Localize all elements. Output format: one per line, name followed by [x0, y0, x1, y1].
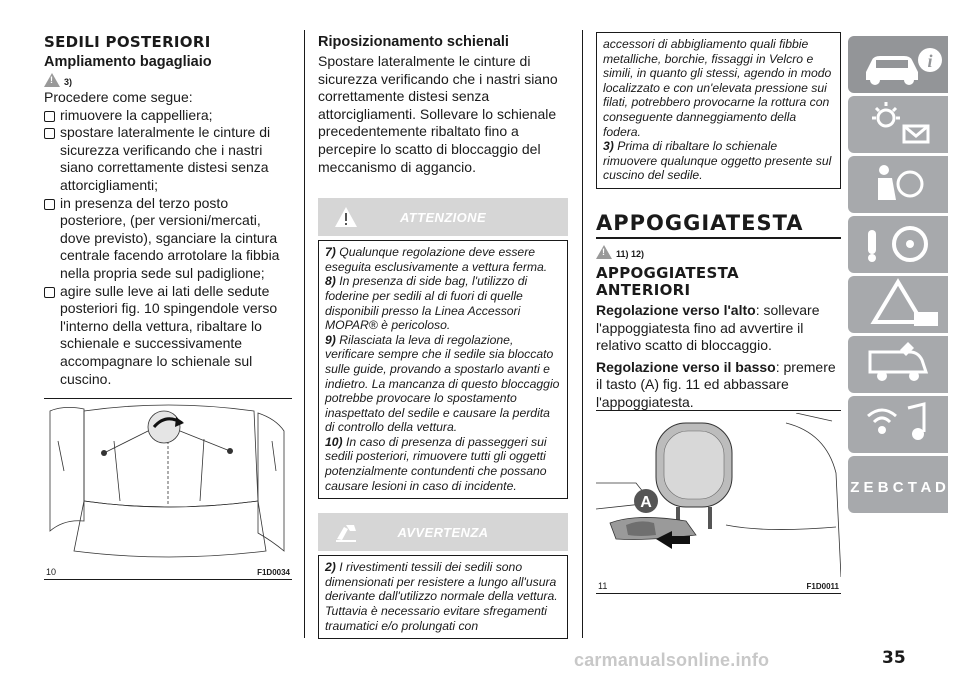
safety-icon	[848, 156, 948, 213]
multimedia-icon	[848, 396, 948, 453]
figure-11	[596, 410, 841, 594]
warning-banner: AVVERTENZA	[318, 513, 568, 551]
intro-text: Procedere come segue:	[44, 89, 193, 105]
list-item: in presenza del terzo posto posteriore, (per versioni/mercati, dove previsto), sganciare la cintura centrale facendo arrotolare la fibbia nella propria sede sul padiglione;	[44, 195, 289, 283]
rear-seat-illustration	[44, 401, 292, 561]
bullet-box-icon	[44, 199, 55, 210]
tab-driving[interactable]	[848, 216, 948, 273]
headrest-illustration	[596, 413, 841, 577]
warning-triangle-icon	[596, 245, 612, 259]
hand-tool-icon	[334, 521, 358, 543]
body-text: Spostare lateralmente le cinture di sicurezza verificando che i nastri siano correttamente distesi senza attorcigliamenti. Sollevare lo schienale precedentemente ribaltato fino a percepire lo scatto di bloccaggio del meccanismo di aggancio.	[318, 53, 558, 175]
tab-index[interactable]	[848, 456, 948, 513]
note-item: 7) Qualunque regolazione deve essere eseguita esclusivamente a vettura ferma.	[325, 245, 548, 274]
note-item: 3) Prima di ribaltare lo schienale rimuovere qualunque oggetto presente sul cuscino del sedile.	[603, 139, 832, 183]
maintenance-icon	[848, 336, 948, 393]
bullet-box-icon	[44, 128, 55, 139]
section-rule	[596, 237, 841, 239]
tab-maintenance[interactable]	[848, 336, 948, 393]
svg-text:i: i	[927, 51, 933, 71]
instruction-down: Regolazione verso il basso: premere il tasto (A) fig. 11 ed abbassare l'appoggiatesta.	[596, 358, 836, 410]
headrest	[656, 423, 732, 529]
tab-emergency[interactable]	[848, 276, 948, 333]
column-1	[44, 0, 289, 388]
chapter-tabs	[848, 36, 960, 636]
bullet-box-icon	[44, 111, 55, 122]
dashboard-lights-icon	[848, 96, 948, 153]
driving-icon	[848, 216, 948, 273]
instruction-up: Regolazione verso l'alto: sollevare l'appoggiatesta fino ad avvertire il relativo scatto di bloccaggio.	[596, 301, 820, 354]
figure-10	[44, 398, 292, 580]
note-item: 9) Rilasciata la leva di regolazione, verificare sempre che il sedile sia bloccato sulle guide, provando a spostarlo avanti e indietro. La mancanza di questo bloccaggio potrebbe provocare lo spostamento inaspettato del sedile e causare la perdita di controllo della vettura.	[325, 332, 560, 435]
subtitle: Riposizionamento schienali	[318, 34, 509, 50]
column-divider	[304, 30, 305, 638]
warning-notes	[318, 555, 568, 639]
tab-car-info[interactable]	[848, 36, 948, 93]
tab-safety[interactable]	[848, 156, 948, 213]
page-number: 35	[882, 648, 906, 668]
callout-label: A	[640, 494, 652, 511]
lever-detail	[101, 411, 233, 456]
warning-triangle-icon	[44, 73, 60, 87]
warning-triangle-icon	[848, 276, 948, 333]
watermark: carmanualsonline.info	[574, 650, 770, 670]
figure-number: 10	[46, 567, 57, 577]
figure-code: F1D0011	[806, 582, 839, 591]
sub-section-title: APPOGGIATESTA ANTERIORI	[596, 263, 739, 299]
column-3	[596, 0, 841, 412]
subtitle: Ampliamento bagagliaio	[44, 54, 212, 70]
warning-reference: ! 11) 12)	[596, 245, 841, 259]
section-title: APPOGGIATESTA	[596, 210, 804, 235]
warning-notes-continued: accessori di abbigliamento quali fibbie metalliche, borchie, fissaggi in Velcro e simili, in quanto gli stessi, agendo in modo localizzato e con un'elevata pressione sui filati, potrebbero provocarne la rottura con conseguente danneggiamento della fodera. 3) Prima di ribaltare lo schienale rimuovere qualunque oggetto presente sul cuscino del sedile.	[596, 32, 841, 189]
list-item: spostare lateralmente le cinture di sicurezza verificando che i nastri siano correttamente distesi senza attorcigliamenti;	[44, 124, 289, 194]
index-letters: Z E B C T A D	[850, 479, 946, 496]
bullet-box-icon	[44, 287, 55, 298]
figure-number: 11	[598, 581, 608, 591]
tab-multimedia[interactable]	[848, 396, 948, 453]
attention-notes	[318, 240, 568, 499]
note-item: 10) In caso di presenza di passeggeri sui sedili posteriori, rimuovere tutti gli oggetti potenzialmente contundenti che possano causare lesioni in caso di incidente.	[325, 434, 547, 493]
tab-dashboard-lights[interactable]	[848, 96, 948, 153]
warning-reference: ! 3)	[44, 73, 289, 87]
note-item: 8) In presenza di side bag, l'utilizzo di foderine per sedili al di fuori di quelle disponibili presso la Linea Accessori MOPAR® è pericoloso.	[325, 274, 528, 333]
list-item: rimuovere la cappelliera;	[44, 107, 289, 125]
column-2	[318, 0, 568, 639]
section-title: SEDILI POSTERIORI	[44, 33, 211, 51]
note-item: 2) I rivestimenti tessili dei sedili sono dimensionati per resistere a lungo all'usura derivante dall'utilizzo normale della vettura. Tuttavia è necessario evitare sfregamenti traumatici e/o prolungati con	[325, 560, 558, 633]
car-info-icon	[848, 36, 948, 93]
attention-banner: ATTENZIONE	[318, 198, 568, 236]
figure-code: F1D0034	[257, 568, 290, 577]
warning-triangle-icon	[334, 206, 358, 228]
list-item: agire sulle leve ai lati delle sedute posteriori fig. 10 spingendole verso l'interno della vettura, ribaltare lo schienale e successivamente accompagnare lo schienale sul cuscino.	[44, 283, 289, 389]
column-divider	[582, 30, 583, 638]
index-icon	[848, 456, 948, 513]
